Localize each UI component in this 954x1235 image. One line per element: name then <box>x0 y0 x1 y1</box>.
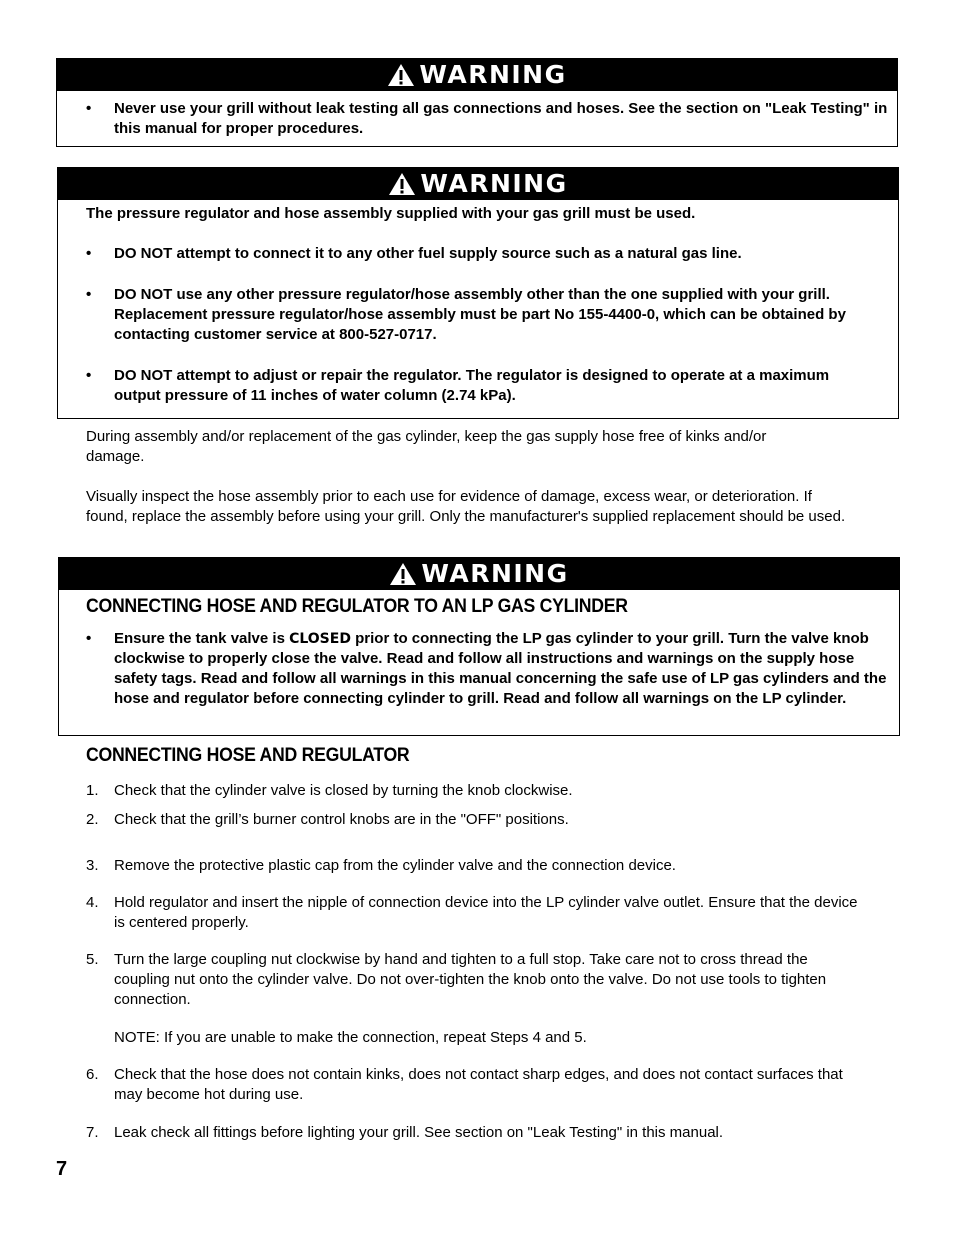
warning-triangle-icon <box>388 172 416 196</box>
paragraph-hose-care: During assembly and/or replacement of the gas cylinder, keep the gas supply hose free of kinks and/or damage. <box>86 428 767 465</box>
warning-heading: CONNECTING HOSE AND REGULATOR TO AN LP GAS CYLINDER <box>86 596 628 617</box>
warning-text-post: prior to connecting the LP gas cylinder to your grill. Turn the valve knob clockwise to properly close the valve. Read and follow all instructions and warnings on the supply hose safety tags. Read and follow all warnings in this manual concerning the safe use of LP gas cylinders and the hose and regulator before connecting cylinder to grill. Read and follow all warnings on the LP cylinder. <box>114 630 887 707</box>
list-item <box>86 1123 866 1143</box>
warning-bullet-2: DO NOT use any other pressure regulator/hose assembly other than the one supplied with your grill. Replacement pressure regulator/hose assembly must be part No 155-4400-0, which can be obtained by contacting customer service at 800-527-0717. <box>114 286 846 343</box>
section-heading: CONNECTING HOSE AND REGULATOR <box>86 745 410 766</box>
bullet: • <box>86 100 92 117</box>
bullet: • <box>86 245 92 262</box>
bullet: • <box>86 630 92 647</box>
warning-banner <box>59 558 899 590</box>
step-text: Check that the hose does not contain kinks, does not contact sharp edges, and does not contact surfaces that may become hot during use. <box>114 1066 843 1103</box>
warning-label: WARNING <box>419 60 567 89</box>
step-text: Turn the large coupling nut clockwise by hand and tighten to a full stop. Take care not to cross thread the coupling nut onto the cylinder valve. Do not over-tighten the knob onto the valve. Do not use tools to tighten connection. <box>114 951 827 1008</box>
step-note <box>86 1028 866 1048</box>
page-number: 7 <box>56 1158 68 1180</box>
list-item <box>86 950 866 1010</box>
list-item <box>86 781 866 801</box>
bullet: • <box>86 286 92 303</box>
list-item <box>86 856 866 876</box>
closed-emphasis: CLOSED <box>289 631 351 647</box>
note-text: NOTE: If you are unable to make the connection, repeat Steps 4 and 5. <box>114 1029 587 1046</box>
list-item <box>86 893 866 933</box>
step-text: Check that the grill’s burner control knobs are in the "OFF" positions. <box>114 811 569 828</box>
step-text: Check that the cylinder valve is closed by turning the knob clockwise. <box>114 782 573 799</box>
warning-bullet-1: DO NOT attempt to connect it to any other fuel supply source such as a natural gas line. <box>114 245 742 262</box>
step-number: 2. <box>86 811 99 828</box>
warning-intro: The pressure regulator and hose assembly supplied with your gas grill must be used. <box>86 205 696 222</box>
list-item <box>86 810 866 830</box>
warning-banner <box>57 59 897 91</box>
warning-label: WARNING <box>420 169 568 198</box>
step-number: 7. <box>86 1124 99 1141</box>
bullet: • <box>86 367 92 384</box>
warning-box-lp-cylinder <box>58 557 900 736</box>
step-number: 5. <box>86 951 99 968</box>
warning-bullet-3: DO NOT attempt to adjust or repair the regulator. The regulator is designed to operate at a maximum output pressure of 11 inches of water column (2.74 kPa). <box>114 367 830 404</box>
step-number: 4. <box>86 894 99 911</box>
warning-box-leak-testing <box>56 58 898 147</box>
step-text: Leak check all fittings before lighting your grill. See section on "Leak Testing" in this manual. <box>114 1124 724 1141</box>
warning-label: WARNING <box>421 559 569 588</box>
warning-banner <box>58 168 898 200</box>
step-number: 1. <box>86 782 99 799</box>
step-number: 3. <box>86 857 99 874</box>
warning-triangle-icon <box>389 562 417 586</box>
step-text: Remove the protective plastic cap from the cylinder valve and the connection device. <box>114 857 676 874</box>
warning-text-pre: Ensure the tank valve is <box>114 630 290 647</box>
step-text: Hold regulator and insert the nipple of connection device into the LP cylinder valve outlet. Ensure that the device is centered properly. <box>114 894 858 931</box>
warning-text: Never use your grill without leak testing all gas connections and hoses. See the section on "Leak Testing" in this manual for proper procedures. <box>114 100 888 137</box>
paragraph-inspect-hose: Visually inspect the hose assembly prior to each use for evidence of damage, excess wear, or deterioration. If found, replace the assembly before using your grill. Only the manufacturer's supplied replacement should be used. <box>86 488 846 525</box>
warning-triangle-icon <box>387 63 415 87</box>
step-number: 6. <box>86 1066 99 1083</box>
list-item <box>86 1065 866 1105</box>
warning-box-regulator <box>57 167 899 419</box>
